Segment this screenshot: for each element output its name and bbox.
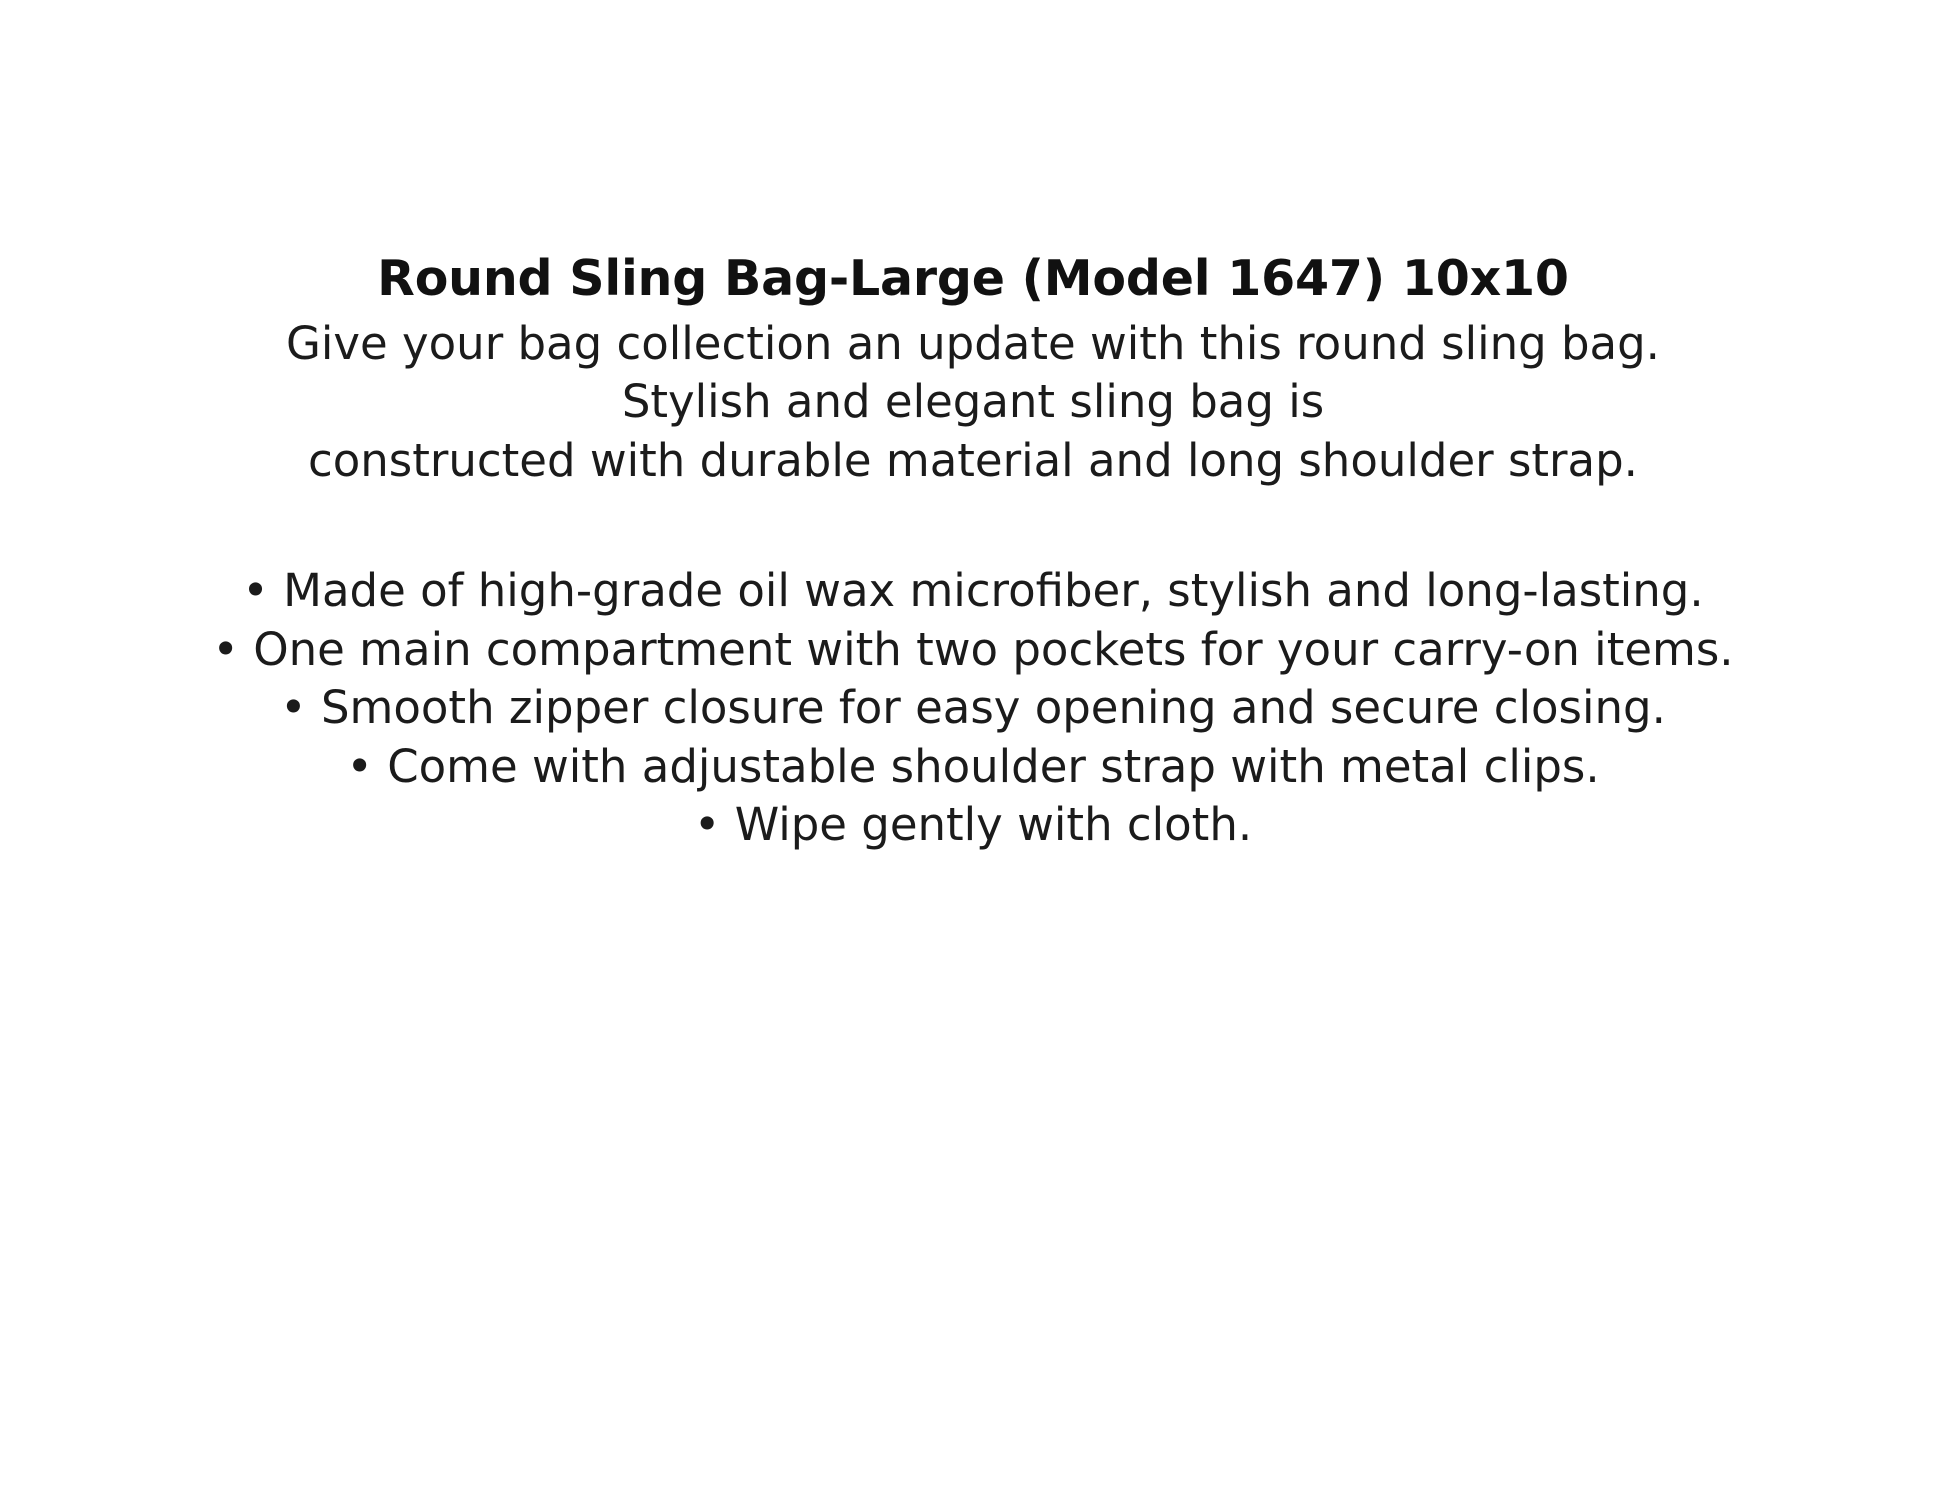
- description-line-2: Stylish and elegant sling bag is: [621, 375, 1325, 429]
- document-content: [0, 248, 1946, 855]
- list-item: • Smooth zipper closure for easy opening and secure closing.: [280, 681, 1666, 735]
- description-line-3: constructed with durable material and long shoulder strap.: [308, 433, 1638, 487]
- list-item: • Made of high-grade oil wax microfiber, stylish and long-lasting.: [242, 564, 1704, 618]
- page-title: Round Sling Bag-Large (Model 1647) 10x10: [377, 250, 1569, 307]
- description-line-1: Give your bag collection an update with this round sling bag.: [286, 316, 1660, 370]
- list-item: • One main compartment with two pockets for your carry-on items.: [212, 622, 1734, 676]
- feature-list: [0, 562, 1946, 855]
- product-description: [0, 315, 1946, 491]
- section-spacer: [0, 490, 1946, 562]
- list-item: • Wipe gently with cloth.: [693, 798, 1253, 852]
- list-item: • Come with adjustable shoulder strap with metal clips.: [346, 739, 1600, 793]
